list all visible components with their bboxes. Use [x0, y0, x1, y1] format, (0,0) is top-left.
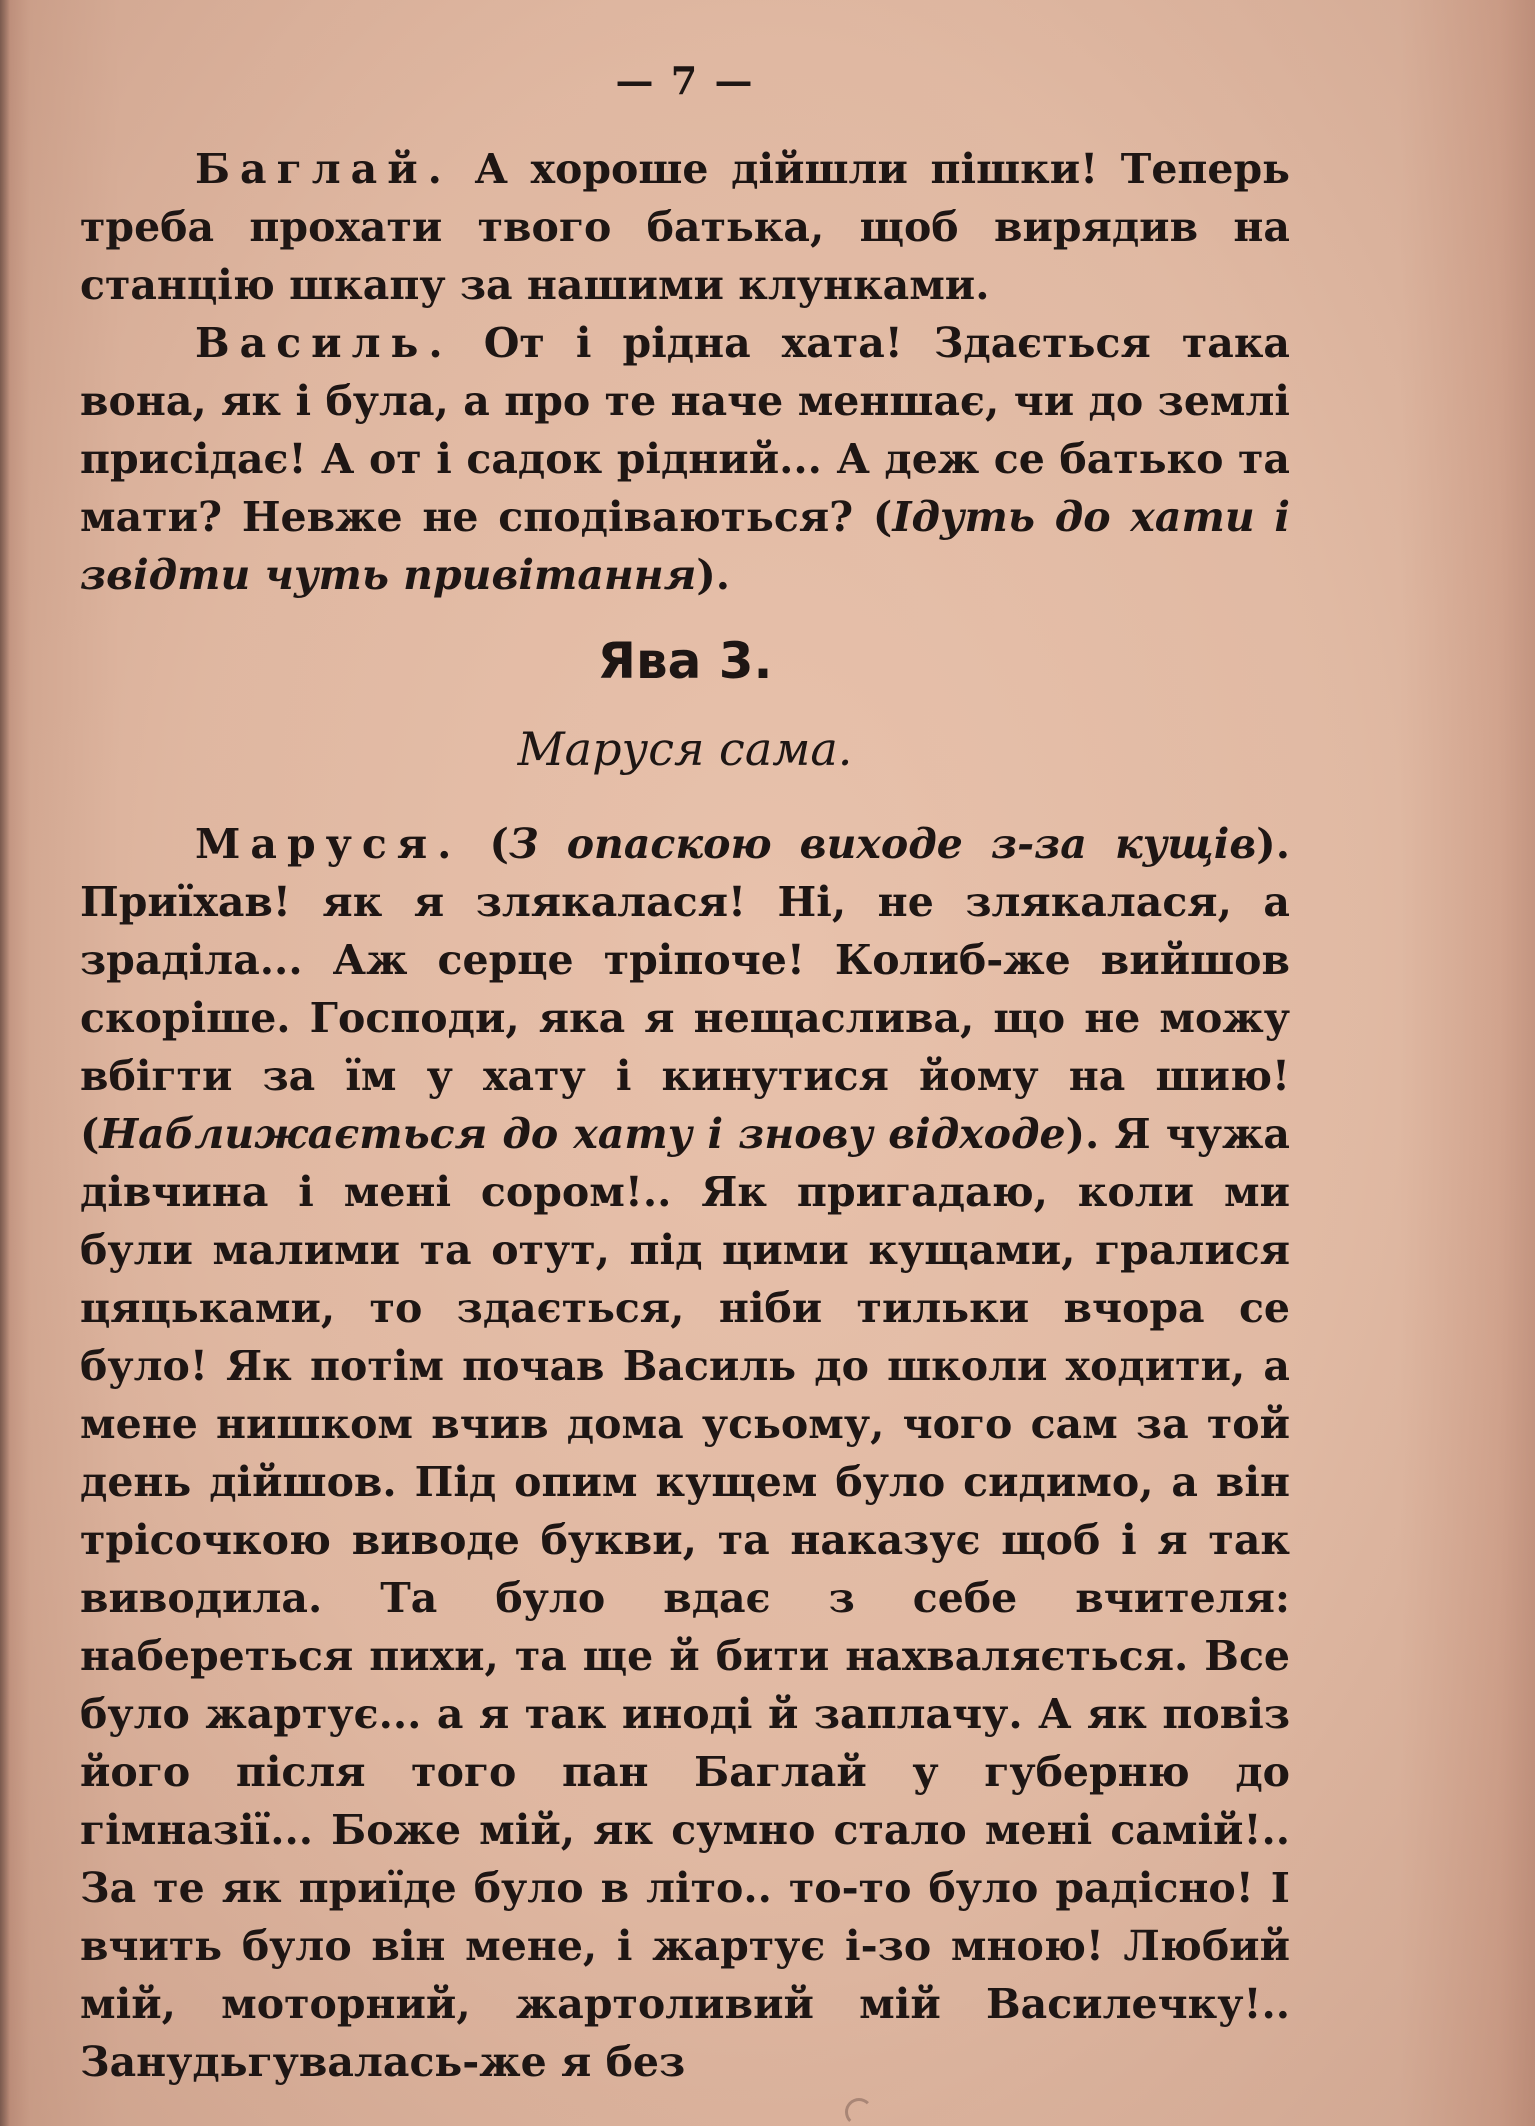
speaker-name: Василь.	[195, 319, 453, 367]
page-edge-shadow	[0, 0, 10, 2126]
paragraph-vasyl	[80, 314, 1290, 604]
paragraph-marusia	[80, 815, 1290, 2091]
page-stain-mark	[845, 2098, 873, 2126]
dialogue-text: ). Приїхав! як я злякалася! Ні, не злякалася, а зраділа... Аж серце тріпоче! Колиб-же вийшов скоріше. Господи, яка я нещаслива, що не можу вбігти за їм у хату і кинутися йому на шию! (	[80, 820, 1290, 1158]
dialogue-text: (	[461, 820, 509, 868]
stage-direction: З опаскою виходе з-за кущів	[508, 820, 1257, 868]
speaker-name: Маруся.	[195, 820, 462, 868]
stage-direction: Ідуть до хати і звідти чуть привітання	[80, 493, 1291, 599]
speaker-name: Баглай.	[195, 145, 452, 193]
dialogue-text: А хороше дійшли пішки! Теперь треба прохати твого батька, щоб вирядив на станцію шкапу за нашими клунками.	[80, 145, 1290, 309]
scene-title: Ява 3.	[597, 632, 773, 690]
dialogue-text: ). Я чужа дівчина і мені сором!.. Як пригадаю, коли ми були малими та отут, під цими кущами, гралися цяцьками, то здається, ніби тильки вчора се було! Як потім почав Василь до школи ходити, а мене нишком вчив дома усьому, чого сам за той день дійшов. Під опим кущем було сидимо, а він трісочкою виводе букви, та наказує щоб і я так виводила. Та було вдає з себе вчителя: набереться пихи, та ще й бити нахваляється. Все було жартує... а я так иноді й заплачу. А як повіз його після того пан Баглай у губерню до гімназії... Боже мій, як сумно стало мені самій!.. За те як приїде було в літо.. то-то було радісно! І вчить було він мене, і жартує і-зо мною! Любий мій, моторний, жартоливий мій Василечку!.. Занудьгувалась-же я без	[80, 1110, 1290, 2086]
scene-subtitle: Маруся сама.	[517, 722, 853, 776]
top-dialogue	[80, 140, 1290, 604]
main-monologue	[80, 815, 1290, 2091]
dialogue-text: ).	[696, 551, 731, 599]
paragraph-baglai	[80, 140, 1290, 314]
dialogue-text: От і рідна хата! Здається така вона, як і була, а про те наче меншає, чи до землі присідає! А от і садок рідний... А деж се батько та мати? Невже не сподіваються? (	[80, 319, 1290, 541]
page-number: — 7 —	[615, 58, 755, 103]
stage-direction: Наближається до хату і знову відходе	[99, 1110, 1066, 1158]
